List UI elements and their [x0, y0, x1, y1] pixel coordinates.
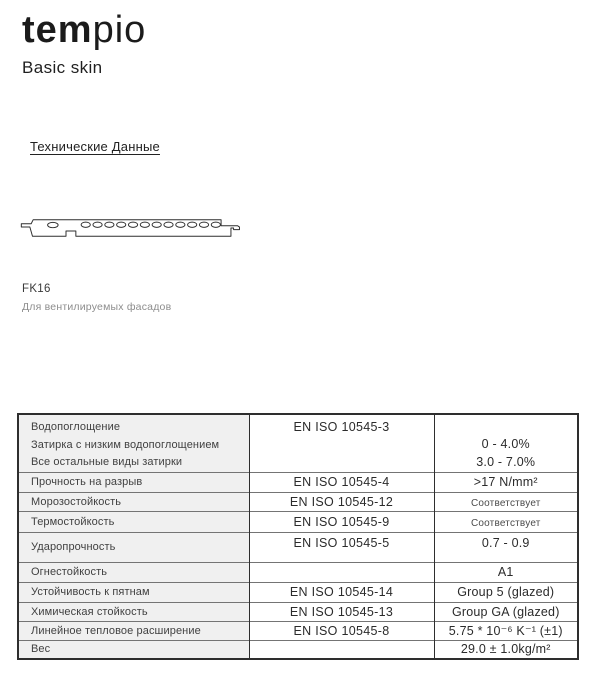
- section-title-technical-data: Технические Данные: [30, 139, 160, 154]
- value-line: 0 - 4.0%: [481, 437, 530, 451]
- table-row: [18, 492, 578, 511]
- product-title: Basic skin: [22, 58, 103, 77]
- value-cell: [434, 511, 578, 532]
- table-row: [18, 562, 578, 582]
- value-text: Соответствует: [470, 517, 541, 529]
- norm-cell: EN ISO 10545-12: [249, 492, 434, 511]
- property-line: Все остальные виды затирки: [31, 456, 183, 468]
- table-row: [18, 582, 578, 602]
- value-cell: 0.7 - 0.9: [434, 532, 578, 562]
- property-cell: Линейное тепловое расширение: [18, 621, 249, 640]
- norm-cell: EN ISO 10545-3: [249, 414, 434, 472]
- norm-cell: [249, 640, 434, 659]
- property-cell: Термостойкость: [18, 511, 249, 532]
- norm-cell: EN ISO 10545-4: [249, 472, 434, 492]
- brand-logo-bold: tem: [22, 9, 93, 51]
- property-line: Водопоглощение: [31, 421, 121, 433]
- model-code: FK16: [22, 283, 51, 295]
- value-cell: Group 5 (glazed): [434, 582, 578, 602]
- value-cell: A1: [434, 562, 578, 582]
- table-row: [18, 472, 578, 492]
- value-cell: Group GA (glazed): [434, 602, 578, 621]
- norm-cell: EN ISO 10545-13: [249, 602, 434, 621]
- norm-cell: EN ISO 10545-5: [249, 532, 434, 562]
- table-row: [18, 511, 578, 532]
- property-cell: [18, 414, 249, 472]
- table-row: [18, 414, 578, 472]
- norm-cell: [249, 562, 434, 582]
- technical-data-table: [17, 413, 579, 660]
- property-cell: Морозостойкость: [18, 492, 249, 511]
- property-cell: Устойчивость к пятнам: [18, 582, 249, 602]
- panel-cross-section-drawing: [20, 215, 250, 243]
- value-cell: 29.0 ± 1.0kg/m²: [434, 640, 578, 659]
- norm-cell: EN ISO 10545-9: [249, 511, 434, 532]
- norm-cell: EN ISO 10545-14: [249, 582, 434, 602]
- brand-logo-light: pio: [92, 9, 147, 51]
- property-cell: Химическая стойкость: [18, 602, 249, 621]
- brand-logo: [22, 10, 146, 52]
- table-row: [18, 532, 578, 562]
- model-description: Для вентилируемых фасадов: [22, 301, 172, 313]
- norm-cell: EN ISO 10545-8: [249, 621, 434, 640]
- value-cell: [434, 414, 578, 472]
- value-cell: >17 N/mm²: [434, 472, 578, 492]
- table-row: [18, 602, 578, 621]
- property-cell: Огнестойкость: [18, 562, 249, 582]
- table-row: [18, 640, 578, 659]
- table-row: [18, 621, 578, 640]
- property-cell: Ударопрочность: [18, 532, 249, 562]
- property-cell: Вес: [18, 640, 249, 659]
- value-text: Соответствует: [470, 497, 541, 509]
- value-cell: 5.75 * 10⁻⁶ K⁻¹ (±1): [434, 621, 578, 640]
- value-cell: [434, 492, 578, 511]
- property-cell: Прочность на разрыв: [18, 472, 249, 492]
- value-line: 3.0 - 7.0%: [476, 455, 536, 469]
- property-line: Затирка с низким водопоглощением: [31, 438, 220, 451]
